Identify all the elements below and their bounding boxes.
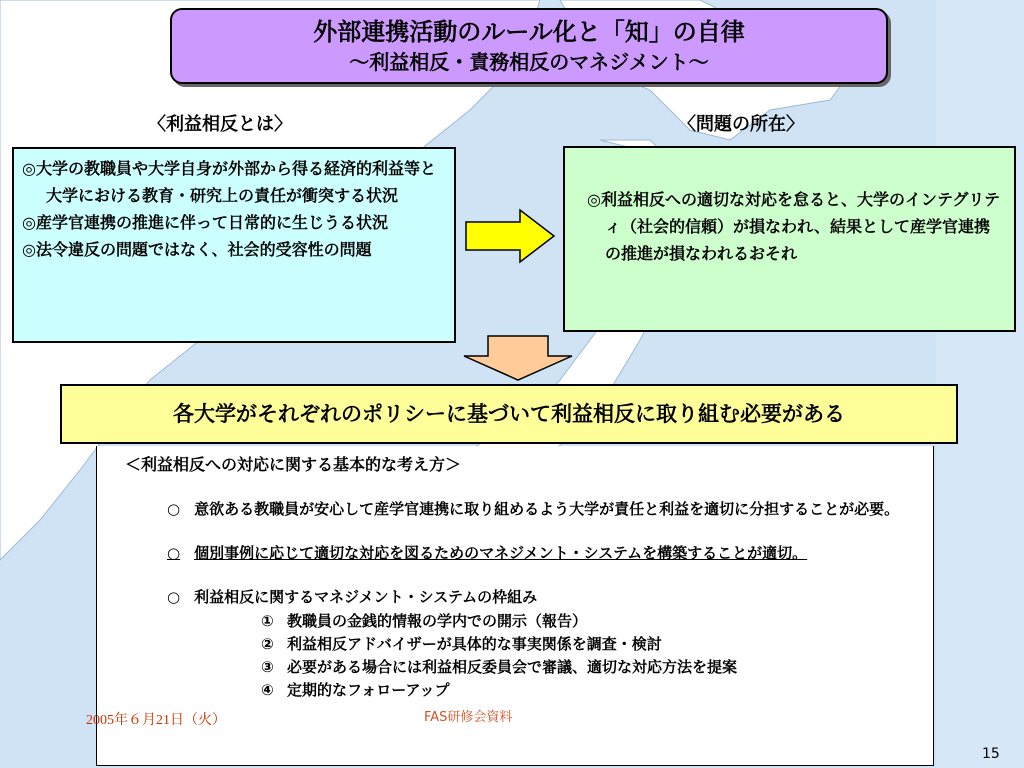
policy-paragraph [111, 542, 921, 564]
main-title: 外部連携活動のルール化と「知」の自律 [313, 18, 745, 46]
problem-item: ◎利益相反への適切な対応を怠ると、大学のインテグリティ（社会的信頼）が損なわれ、結果として産学官連携の推進が損なわれるおそれ [587, 190, 1001, 263]
down-arrow-icon [462, 334, 574, 382]
circle-bullet-icon: ○ [167, 544, 181, 562]
definition-item: ◎大学の教職員や大学自身が外部から得る経済的利益等と大学における教育・研究上の責任が衝突する状況 [22, 159, 436, 205]
title-banner [170, 8, 888, 84]
framework-list-item: ① 教職員の金銭的情報の学内での開示（報告） [261, 612, 588, 630]
framework-heading [111, 586, 921, 608]
conflict-definition-heading: 〈利益相反とは〉 [148, 114, 292, 135]
subtitle: ～利益相反・責務相反のマネジメント～ [349, 50, 709, 74]
policy-paragraph-text: 意欲ある教職員が安心して産学官連携に取り組めるよう大学が責任と利益を適切に分担することが必要。 [194, 500, 900, 518]
conflict-definition-box [12, 147, 456, 343]
right-arrow-icon [464, 208, 556, 264]
policy-title: ＜利益相反への対応に関する基本的な考え方＞ [125, 455, 462, 474]
framework-list-item: ④ 定期的なフォローアップ [261, 681, 450, 699]
definition-item: ◎産学官連携の推進に伴って日常的に生じうる状況 [22, 213, 388, 232]
footer-source: FAS研修会資料 [424, 710, 513, 725]
page-number: 15 [982, 746, 1000, 762]
framework-list-item: ③ 必要がある場合には利益相反委員会で審議、適切な対応方法を提案 [261, 658, 738, 676]
policy-paragraph [111, 498, 921, 520]
definition-item: ◎法令違反の問題ではなく、社会的受容性の問題 [22, 240, 372, 259]
framework-list [261, 610, 921, 702]
problem-location-box [563, 146, 1016, 332]
circle-bullet-icon: ○ [167, 588, 181, 606]
footer-date: 2005年６月21日（火） [86, 713, 226, 728]
policy-paragraph-text: 個別事例に応じて適切な対応を図るためのマネジメント・システムを構築することが適切。 [194, 544, 808, 562]
framework-heading-text: 利益相反に関するマネジメント・システムの枠組み [194, 588, 538, 606]
circle-bullet-icon: ○ [167, 500, 181, 518]
problem-location-heading: 〈問題の所在〉 [678, 114, 804, 135]
conclusion-banner: 各大学がそれぞれのポリシーに基づいて利益相反に取り組む必要がある [60, 384, 958, 444]
framework-list-item: ② 利益相反アドバイザーが具体的な事実関係を調査・検討 [261, 635, 662, 653]
